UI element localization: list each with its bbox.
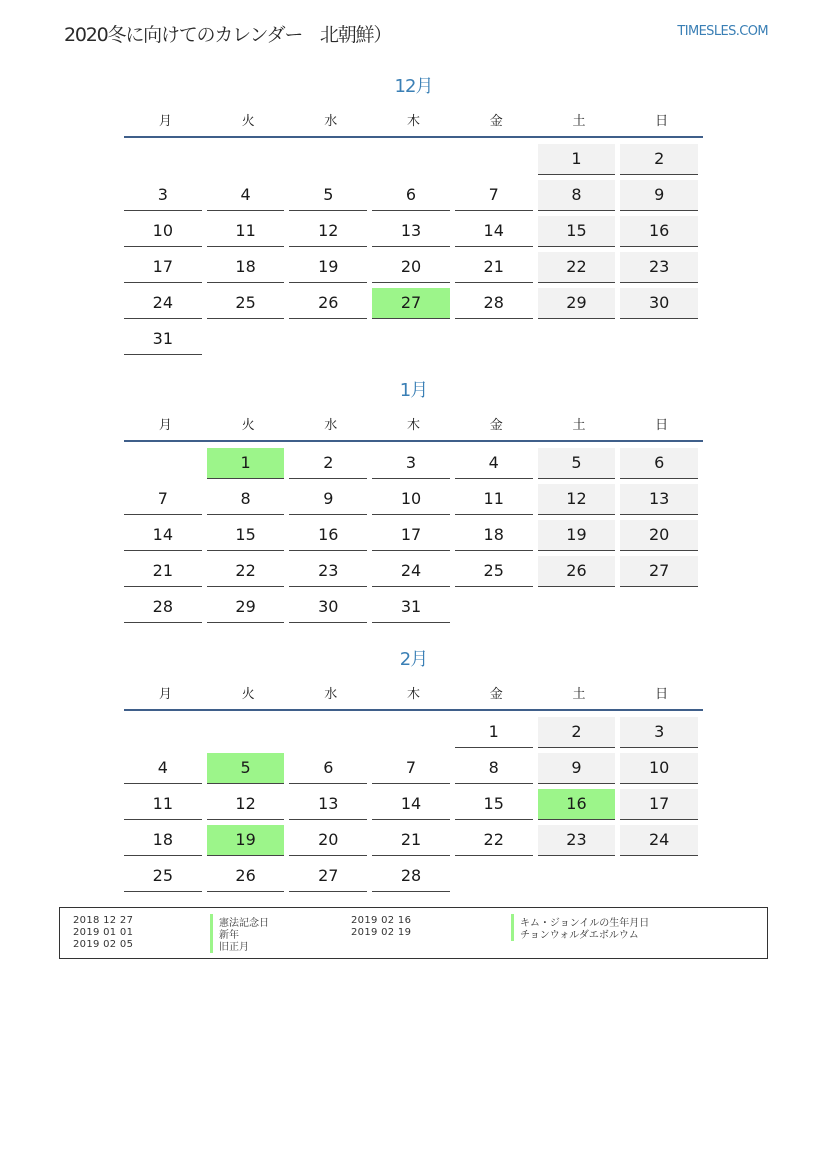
calendar-day[interactable]: 9 xyxy=(538,753,616,784)
calendar-day[interactable]: 7 xyxy=(455,180,533,211)
calendar-day[interactable]: 5 xyxy=(538,448,616,479)
legend-holiday-name: 旧正月 xyxy=(210,938,249,953)
legend-holiday-name: 新年 xyxy=(210,926,239,941)
calendar-day[interactable]: 28 xyxy=(455,288,533,319)
calendar-day[interactable]: 19 xyxy=(538,520,616,551)
week-row xyxy=(124,250,703,286)
calendar-day[interactable]: 17 xyxy=(372,520,450,551)
week-row xyxy=(124,590,703,626)
weekday-label: 金 xyxy=(489,687,503,702)
calendar-day[interactable]: 6 xyxy=(289,753,367,784)
day-cell xyxy=(207,859,290,895)
weekday-label: 月 xyxy=(158,418,172,433)
calendar-day[interactable]: 23 xyxy=(538,825,616,856)
week-row xyxy=(124,286,703,322)
weekday-label: 日 xyxy=(655,418,669,433)
day-cell xyxy=(207,787,290,823)
day-cell xyxy=(620,787,703,823)
calendar-day[interactable]: 15 xyxy=(207,520,285,551)
weekday-label: 土 xyxy=(572,114,586,129)
day-cell xyxy=(538,751,621,787)
day-cell xyxy=(455,446,538,482)
day-cell xyxy=(455,142,538,178)
week-row xyxy=(124,751,703,787)
calendar-grid xyxy=(124,715,703,895)
day-cell xyxy=(289,482,372,518)
brand-logo[interactable]: TIMESLES.COM xyxy=(677,24,768,39)
page-title: 2020冬に向けてのカレンダー 北朝鮮） xyxy=(64,24,392,46)
day-cell xyxy=(289,142,372,178)
day-cell xyxy=(207,554,290,590)
day-cell xyxy=(124,250,207,286)
day-cell xyxy=(455,751,538,787)
weekday-label: 火 xyxy=(241,687,255,702)
day-cell xyxy=(372,715,455,751)
legend-holiday-name: キム・ジョンイルの生年月日 xyxy=(511,914,649,929)
legend-date: 2019 02 05 xyxy=(73,939,134,950)
day-cell xyxy=(124,751,207,787)
calendar-day[interactable]: 5 xyxy=(289,180,367,211)
day-cell xyxy=(289,322,372,358)
day-cell xyxy=(289,823,372,859)
weekday-label: 水 xyxy=(324,418,338,433)
day-cell xyxy=(289,518,372,554)
day-cell xyxy=(538,178,621,214)
calendar-day[interactable]: 4 xyxy=(207,180,285,211)
calendar-day[interactable]: 8 xyxy=(455,753,533,784)
calendar-day[interactable]: 8 xyxy=(207,484,285,515)
calendar-day[interactable]: 12 xyxy=(538,484,616,515)
day-cell xyxy=(207,590,290,626)
weekday-label: 土 xyxy=(572,687,586,702)
day-cell xyxy=(538,250,621,286)
day-cell xyxy=(620,823,703,859)
day-cell xyxy=(455,715,538,751)
calendar-day[interactable]: 25 xyxy=(124,861,202,892)
calendar-day[interactable]: 3 xyxy=(372,448,450,479)
day-cell xyxy=(620,715,703,751)
week-row xyxy=(124,715,703,751)
day-cell xyxy=(455,590,538,626)
day-cell xyxy=(372,250,455,286)
calendar-day[interactable]: 22 xyxy=(207,556,285,587)
day-cell xyxy=(289,286,372,322)
week-row xyxy=(124,787,703,823)
week-row xyxy=(124,446,703,482)
month-february xyxy=(124,645,703,895)
calendar-day[interactable]: 17 xyxy=(620,789,698,820)
day-cell xyxy=(538,859,621,895)
day-cell xyxy=(620,590,703,626)
day-cell xyxy=(207,715,290,751)
calendar-day[interactable]: 21 xyxy=(455,252,533,283)
calendar-grid xyxy=(124,446,703,626)
day-cell xyxy=(124,482,207,518)
day-cell xyxy=(538,142,621,178)
day-cell xyxy=(372,554,455,590)
day-cell xyxy=(620,482,703,518)
day-cell xyxy=(538,322,621,358)
day-cell xyxy=(455,518,538,554)
day-cell xyxy=(124,142,207,178)
week-row xyxy=(124,482,703,518)
weekday-label: 木 xyxy=(407,687,421,702)
day-cell xyxy=(207,482,290,518)
calendar-day[interactable]: 22 xyxy=(455,825,533,856)
day-cell xyxy=(289,554,372,590)
day-cell xyxy=(124,715,207,751)
calendar-day[interactable]: 30 xyxy=(289,592,367,623)
holiday-day[interactable]: 27 xyxy=(372,288,450,319)
day-cell xyxy=(455,286,538,322)
calendar-day[interactable]: 26 xyxy=(289,288,367,319)
day-cell xyxy=(124,590,207,626)
day-cell xyxy=(538,482,621,518)
calendar-day[interactable]: 13 xyxy=(289,789,367,820)
day-cell xyxy=(372,859,455,895)
day-cell xyxy=(372,751,455,787)
calendar-day[interactable]: 9 xyxy=(620,180,698,211)
calendar-day[interactable]: 12 xyxy=(289,216,367,247)
calendar-day[interactable]: 26 xyxy=(207,861,285,892)
day-cell xyxy=(289,859,372,895)
weekday-label: 金 xyxy=(489,114,503,129)
calendar-day[interactable]: 20 xyxy=(372,252,450,283)
calendar-day[interactable]: 11 xyxy=(455,484,533,515)
day-cell xyxy=(620,554,703,590)
day-cell xyxy=(538,518,621,554)
day-cell xyxy=(538,715,621,751)
day-cell xyxy=(455,554,538,590)
calendar-day[interactable]: 28 xyxy=(372,861,450,892)
day-cell xyxy=(207,142,290,178)
calendar-day[interactable]: 25 xyxy=(455,556,533,587)
calendar-day[interactable]: 31 xyxy=(124,324,202,355)
calendar-day[interactable]: 14 xyxy=(372,789,450,820)
weekday-label: 日 xyxy=(655,114,669,129)
day-cell xyxy=(289,446,372,482)
calendar-day[interactable]: 9 xyxy=(289,484,367,515)
day-cell xyxy=(538,286,621,322)
day-cell xyxy=(620,859,703,895)
day-cell xyxy=(289,590,372,626)
week-row xyxy=(124,142,703,178)
calendar-day[interactable]: 15 xyxy=(455,789,533,820)
day-cell xyxy=(289,178,372,214)
weekday-label: 水 xyxy=(324,114,338,129)
weekday-label: 火 xyxy=(241,114,255,129)
day-cell xyxy=(207,250,290,286)
calendar-day[interactable]: 2 xyxy=(620,144,698,175)
day-cell xyxy=(538,214,621,250)
calendar-day[interactable]: 1 xyxy=(538,144,616,175)
weekday-label: 金 xyxy=(489,418,503,433)
legend-holiday-name: チョンウォルダエボルウム xyxy=(511,926,639,941)
calendar-day[interactable]: 19 xyxy=(289,252,367,283)
day-cell xyxy=(124,178,207,214)
calendar-day[interactable]: 29 xyxy=(538,288,616,319)
day-cell xyxy=(124,286,207,322)
holiday-day[interactable]: 19 xyxy=(207,825,285,856)
day-cell xyxy=(372,590,455,626)
day-cell xyxy=(372,142,455,178)
week-row xyxy=(124,214,703,250)
day-cell xyxy=(620,446,703,482)
day-cell xyxy=(124,787,207,823)
calendar-day[interactable]: 21 xyxy=(372,825,450,856)
day-cell xyxy=(455,178,538,214)
day-cell xyxy=(538,446,621,482)
calendar-day[interactable]: 21 xyxy=(124,556,202,587)
day-cell xyxy=(538,590,621,626)
day-cell xyxy=(289,715,372,751)
day-cell xyxy=(207,286,290,322)
day-cell xyxy=(124,322,207,358)
day-cell xyxy=(620,518,703,554)
holiday-day[interactable]: 1 xyxy=(207,448,285,479)
day-cell xyxy=(372,823,455,859)
day-cell xyxy=(620,250,703,286)
day-cell xyxy=(620,178,703,214)
day-cell xyxy=(207,214,290,250)
day-cell xyxy=(124,446,207,482)
day-cell xyxy=(372,518,455,554)
week-row xyxy=(124,859,703,895)
week-row xyxy=(124,322,703,358)
day-cell xyxy=(620,751,703,787)
calendar-day[interactable]: 13 xyxy=(372,216,450,247)
calendar-day[interactable]: 24 xyxy=(372,556,450,587)
day-cell xyxy=(538,787,621,823)
calendar-day[interactable]: 20 xyxy=(620,520,698,551)
calendar-day[interactable]: 23 xyxy=(620,252,698,283)
weekday-label: 火 xyxy=(241,418,255,433)
calendar-day[interactable]: 15 xyxy=(538,216,616,247)
legend-date: 2018 12 27 xyxy=(73,915,134,926)
day-cell xyxy=(124,214,207,250)
calendar-day[interactable]: 2 xyxy=(289,448,367,479)
month-december xyxy=(124,72,703,358)
calendar-day[interactable]: 27 xyxy=(620,556,698,587)
day-cell xyxy=(455,250,538,286)
calendar-day[interactable]: 28 xyxy=(124,592,202,623)
holiday-legend xyxy=(59,907,768,959)
week-row xyxy=(124,518,703,554)
calendar-day[interactable]: 6 xyxy=(620,448,698,479)
month-january xyxy=(124,376,703,626)
calendar-day[interactable]: 18 xyxy=(207,252,285,283)
day-cell xyxy=(372,446,455,482)
day-cell xyxy=(372,322,455,358)
day-cell xyxy=(455,823,538,859)
legend-holiday-name: 憲法記念日 xyxy=(210,914,269,929)
weekday-label: 木 xyxy=(407,114,421,129)
day-cell xyxy=(289,250,372,286)
weekday-label: 月 xyxy=(158,687,172,702)
weekday-label: 月 xyxy=(158,114,172,129)
calendar-day[interactable]: 8 xyxy=(538,180,616,211)
day-cell xyxy=(620,142,703,178)
weekday-header xyxy=(124,683,703,711)
calendar-day[interactable]: 16 xyxy=(289,520,367,551)
calendar-day[interactable]: 20 xyxy=(289,825,367,856)
calendar-day[interactable]: 10 xyxy=(620,753,698,784)
calendar-day[interactable]: 7 xyxy=(372,753,450,784)
calendar-day[interactable]: 7 xyxy=(124,484,202,515)
calendar-day[interactable]: 3 xyxy=(124,180,202,211)
day-cell xyxy=(372,482,455,518)
calendar-day[interactable]: 22 xyxy=(538,252,616,283)
holiday-day[interactable]: 5 xyxy=(207,753,285,784)
day-cell xyxy=(124,823,207,859)
weekday-header xyxy=(124,110,703,138)
calendar-day[interactable]: 29 xyxy=(207,592,285,623)
day-cell xyxy=(289,787,372,823)
day-cell xyxy=(207,518,290,554)
weekday-label: 木 xyxy=(407,418,421,433)
calendar-day[interactable]: 30 xyxy=(620,288,698,319)
calendar-day[interactable]: 14 xyxy=(124,520,202,551)
month-title: 12月 xyxy=(394,76,433,97)
day-cell xyxy=(124,518,207,554)
holiday-day[interactable]: 16 xyxy=(538,789,616,820)
day-cell xyxy=(124,554,207,590)
legend-date: 2019 02 19 xyxy=(351,927,412,938)
calendar-day[interactable]: 31 xyxy=(372,592,450,623)
calendar-day[interactable]: 26 xyxy=(538,556,616,587)
day-cell xyxy=(620,214,703,250)
calendar-day[interactable]: 18 xyxy=(124,825,202,856)
calendar-day[interactable]: 14 xyxy=(455,216,533,247)
calendar-day[interactable]: 4 xyxy=(124,753,202,784)
day-cell xyxy=(207,178,290,214)
weekday-label: 水 xyxy=(324,687,338,702)
weekday-label: 土 xyxy=(572,418,586,433)
calendar-day[interactable]: 16 xyxy=(620,216,698,247)
calendar-day[interactable]: 11 xyxy=(207,216,285,247)
calendar-day[interactable]: 4 xyxy=(455,448,533,479)
calendar-day[interactable]: 23 xyxy=(289,556,367,587)
calendar-grid xyxy=(124,142,703,358)
legend-date: 2019 02 16 xyxy=(351,915,412,926)
day-cell xyxy=(372,286,455,322)
calendar-day[interactable]: 6 xyxy=(372,180,450,211)
calendar-day[interactable]: 27 xyxy=(289,861,367,892)
day-cell xyxy=(620,322,703,358)
calendar-day[interactable]: 24 xyxy=(620,825,698,856)
day-cell xyxy=(372,178,455,214)
calendar-day[interactable]: 10 xyxy=(124,216,202,247)
day-cell xyxy=(124,859,207,895)
day-cell xyxy=(289,214,372,250)
weekday-label: 日 xyxy=(655,687,669,702)
calendar-day[interactable]: 25 xyxy=(207,288,285,319)
calendar-day[interactable]: 24 xyxy=(124,288,202,319)
day-cell xyxy=(455,322,538,358)
day-cell xyxy=(455,859,538,895)
day-cell xyxy=(207,751,290,787)
day-cell xyxy=(372,787,455,823)
calendar-day[interactable]: 11 xyxy=(124,789,202,820)
week-row xyxy=(124,554,703,590)
day-cell xyxy=(207,446,290,482)
weekday-header xyxy=(124,414,703,442)
calendar-day[interactable]: 13 xyxy=(620,484,698,515)
calendar-day[interactable]: 1 xyxy=(455,717,533,748)
calendar-day[interactable]: 10 xyxy=(372,484,450,515)
day-cell xyxy=(620,286,703,322)
week-row xyxy=(124,178,703,214)
day-cell xyxy=(207,322,290,358)
month-title: 1月 xyxy=(399,380,428,401)
calendar-day[interactable]: 12 xyxy=(207,789,285,820)
calendar-day[interactable]: 2 xyxy=(538,717,616,748)
day-cell xyxy=(455,214,538,250)
calendar-day[interactable]: 18 xyxy=(455,520,533,551)
day-cell xyxy=(538,554,621,590)
day-cell xyxy=(538,823,621,859)
legend-date: 2019 01 01 xyxy=(73,927,134,938)
week-row xyxy=(124,823,703,859)
calendar-day[interactable]: 3 xyxy=(620,717,698,748)
month-title: 2月 xyxy=(399,649,428,670)
day-cell xyxy=(372,214,455,250)
day-cell xyxy=(207,823,290,859)
day-cell xyxy=(455,787,538,823)
day-cell xyxy=(289,751,372,787)
day-cell xyxy=(455,482,538,518)
calendar-day[interactable]: 17 xyxy=(124,252,202,283)
